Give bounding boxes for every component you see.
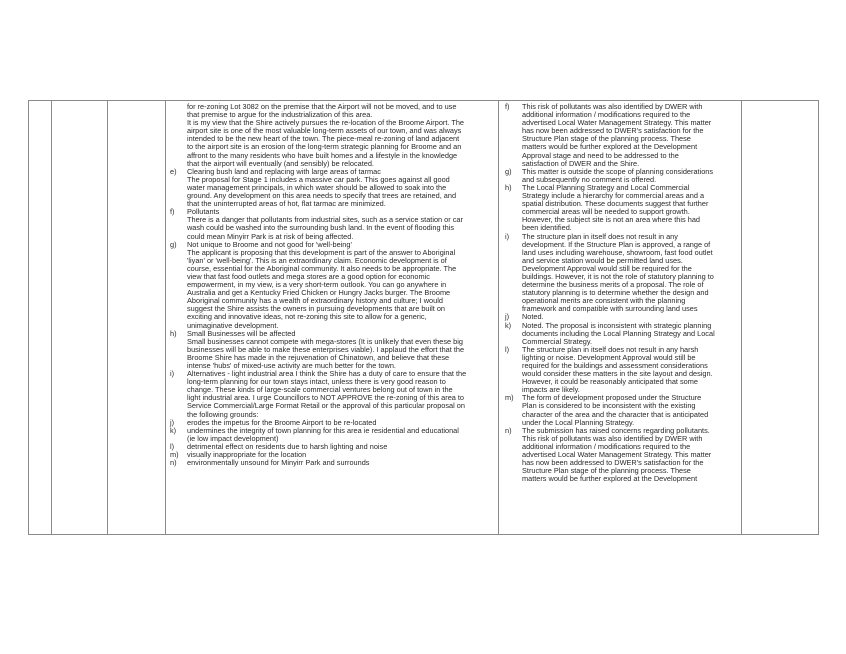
line-text: erodes the impetus for the Broome Airport to be re-located: [187, 417, 377, 427]
line-text: Small businesses cannot compete with mega-stores (It is unlikely that even these big: [187, 336, 463, 346]
submission-item: [170, 166, 466, 209]
item-marker: k): [505, 320, 512, 330]
line-text: The form of development proposed under the Structure: [522, 393, 702, 403]
line-text: This risk of pollutants was also identified by DWER with: [522, 102, 703, 111]
submission-text-cell: [170, 102, 467, 468]
line-text: The applicant is proposing that this development is part of the answer to Aboriginal: [187, 247, 456, 257]
line-text: buildings. However, it is not the role of statutory planning to: [522, 271, 714, 281]
line-text: been identified.: [522, 223, 572, 233]
line-text: It is my view that the Shire actively pursues the re-location of the Broome Airport. The: [187, 118, 465, 128]
line-text: airport site is one of the most valuable long-term assets of our town, and was always: [187, 126, 462, 136]
item-marker: h): [505, 182, 512, 192]
item-marker: f): [170, 207, 175, 217]
response-item: [505, 166, 715, 184]
submission-line: [187, 200, 466, 208]
line-text: land uses including warehouse, showroom, fast food outlet: [522, 247, 713, 257]
response-item: [505, 182, 715, 233]
line-text: intended to be the new heart of the town. The piece-meal re-zoning of land adjacent: [187, 134, 460, 144]
line-text: advertised Local Water Management Strategy. This matter: [522, 118, 712, 128]
line-text: unimaginative development.: [187, 320, 279, 330]
line-text: matters would be further explored at the Development: [522, 474, 698, 484]
line-text: affront to the many residents who have built homes and a lifestyle in the knowledge: [187, 150, 458, 160]
item-marker: j): [170, 417, 175, 427]
item-marker: g): [170, 239, 177, 249]
submissions-table: [28, 100, 819, 535]
line-text: Structure Plan stage of the planning process. These: [522, 134, 691, 144]
line-text: detrimental effect on residents due to harsh lighting and noise: [187, 441, 388, 451]
line-text: environmentally unsound for Minyirr Park and surrounds: [187, 458, 370, 468]
column-divider: [498, 101, 499, 534]
line-text: satisfaction of DWER and the Shire.: [522, 158, 640, 168]
line-text: would consider these matters in the site layout and design.: [522, 369, 713, 379]
line-text: required for the buildings and assessment considerations: [522, 361, 708, 370]
item-marker: m): [505, 393, 514, 403]
item-marker: h): [170, 328, 177, 338]
line-text: that the uninterrupted areas of hot, flat tarmac are minimized.: [187, 199, 386, 209]
line-text: development. If the Structure Plan is approved, a range of: [522, 239, 711, 249]
line-text: ground. Any development on this area needs to specify that trees are retained, and: [187, 191, 457, 201]
submission-item: [170, 425, 466, 443]
item-marker: l): [505, 344, 510, 354]
submission-item: [170, 207, 466, 241]
line-text: commercial areas will be needed to support growth.: [522, 207, 690, 217]
response-item: [505, 425, 715, 484]
line-text: statutory planning is to determine whether the design and: [522, 288, 709, 298]
line-text: and subsequently no comment is offered.: [522, 174, 657, 184]
line-text: The Local Planning Strategy and Local Commercial: [522, 182, 690, 192]
response-item: [505, 344, 715, 395]
line-text: Not unique to Broome and not good for 'well-being': [187, 239, 352, 249]
item-marker: k): [170, 425, 177, 435]
line-text: suggest the Shire assists the owners in pursuing developments that are built on: [187, 304, 445, 314]
column-divider: [107, 101, 108, 534]
line-text: additional information / modifications required to the: [522, 110, 691, 120]
response-text-cell: [505, 102, 715, 484]
line-text: Strategy include a hierarchy for commercial areas and a: [522, 191, 705, 201]
line-text: However, the subject site is not an area where this had: [522, 215, 700, 225]
item-marker: n): [505, 425, 512, 435]
line-text: documents including the Local Planning Strategy and Local: [522, 328, 715, 338]
line-text: character of the area and the character that is anticipated: [522, 409, 709, 419]
response-line: [522, 475, 715, 483]
item-marker: n): [170, 458, 177, 468]
line-text: Australia and get a Kentucky Fried Chicken or Hungry Jacks burger. The Broome: [187, 288, 451, 298]
line-text: that premise to argue for the industrialization of this area.: [187, 110, 373, 120]
line-text: empowerment, in my view, is a very short-term outlook. You can go anywhere in: [187, 280, 447, 290]
line-text: has now been addressed to DWER's satisfaction for the: [522, 458, 704, 468]
response-line: [522, 305, 715, 313]
item-marker: g): [505, 166, 512, 176]
line-text: businesses will be able to make these enterprises viable). I applaud the effort that the: [187, 344, 465, 354]
submission-item: [170, 458, 466, 468]
submission-item: [187, 103, 466, 168]
line-text: wash could be washed into the surrounding bush land. In the event of flooding this: [187, 223, 455, 233]
line-text: Small Businesses will be affected: [187, 328, 296, 338]
line-text: to the airport site is an erosion of the long-term strategic planning for Broome and an: [187, 142, 462, 152]
item-marker: f): [505, 102, 510, 111]
response-item: [505, 393, 715, 427]
line-text: framework and compatible with surrounding land uses: [522, 304, 698, 314]
response-item: [505, 320, 715, 346]
line-text: operational merits are consistent with the planning: [522, 296, 686, 306]
line-text: However, it could be reasonably anticipated that some: [522, 377, 698, 387]
line-text: additional information / modifications required to the: [522, 441, 691, 451]
line-text: long-term planning for our town stays intact, unless there is very good reason to: [187, 377, 446, 387]
line-text: Approval stage and need to be addressed to the: [522, 150, 679, 160]
line-text: This risk of pollutants was also identified by DWER with: [522, 433, 703, 443]
line-text: There is a danger that pollutants from industrial sites, such as a service station or car: [187, 215, 463, 225]
submission-line: [170, 458, 466, 468]
line-text: lighting or noise. Development Approval would still be: [522, 352, 696, 362]
line-text: Service Commercial/Large Format Retail or the approval of this particular proposal on: [187, 401, 465, 411]
submission-item: [170, 239, 466, 330]
line-text: The proposal for Stage 1 includes a massive car park. This goes against all good: [187, 174, 450, 184]
response-item: [505, 102, 715, 168]
line-text: intense 'hubs' of mixed-use activity are much better for the town.: [187, 361, 396, 370]
line-text: for re-zoning Lot 3082 on the premise that the Airport will not be moved, and to use: [187, 102, 457, 111]
line-text: determine the business merits of a proposal. The role of: [522, 280, 704, 290]
line-text: and service station would be permitted land uses.: [522, 255, 683, 265]
line-text: could mean Minyirr Park is at risk of being affected.: [187, 231, 354, 241]
line-text: light industrial area. I urge Councillors to NOT APPROVE the re-zoning of this area to: [187, 393, 465, 403]
line-text: has now been addressed to DWER's satisfaction for the: [522, 126, 704, 136]
line-text: The structure plan in itself does not result in any harsh: [522, 344, 699, 354]
line-text: Alternatives - light industrial area I think the Shire has a duty of care to ensure that the: [187, 369, 467, 379]
line-text: course, essential for the Aboriginal community. It also needs to be appropriate. The: [187, 263, 457, 273]
line-text: The submission has raised concerns regarding pollutants.: [522, 425, 710, 435]
line-text: Broome Shire has made in the rejuvenation of Chinatown, and believe that these: [187, 352, 450, 362]
column-divider: [741, 101, 742, 534]
column-divider: [51, 101, 52, 534]
line-text: Pollutants: [187, 207, 220, 217]
line-text: view that fast food outlets and mega stores are a good option for economic: [187, 271, 430, 281]
line-text: Commercial Strategy.: [522, 336, 593, 346]
line-text: water management principals, in which water should be allowed to soak into the: [187, 182, 447, 192]
line-text: change. These kinds of large-scale commercial ventures belong out of town in the: [187, 385, 453, 395]
line-text: Clearing bush land and replacing with large areas of tarmac: [187, 166, 381, 176]
submission-item: [170, 369, 467, 419]
line-text: advertised Local Water Management Strategy. This matter: [522, 450, 712, 460]
line-text: visually inappropriate for the location: [187, 450, 307, 460]
item-marker: i): [505, 231, 510, 241]
line-text: under the Local Planning Strategy.: [522, 417, 635, 427]
line-text: (ie low impact development): [187, 433, 279, 443]
line-text: exciting and innovative ideas, not re-zoning this site to allow for a generic,: [187, 312, 427, 322]
line-text: that the airport will eventually (and sensibly) be relocated.: [187, 158, 374, 168]
item-marker: l): [170, 441, 175, 451]
line-text: Noted. The proposal is inconsistent with strategic planning: [522, 320, 712, 330]
line-text: the following grounds:: [187, 409, 259, 419]
line-text: Structure Plan stage of the planning process. These: [522, 466, 691, 476]
line-text: spatial distribution. These documents suggest that further: [522, 199, 709, 209]
line-text: Noted.: [522, 312, 544, 322]
item-marker: i): [170, 369, 175, 379]
item-marker: j): [505, 312, 510, 322]
line-text: Plan is considered to be inconsistent with the existing: [522, 401, 696, 411]
line-text: 'liyan' or 'well-being'. This is an extraordinary claim. Economic development is of: [187, 255, 447, 265]
line-text: impacts are likely.: [522, 385, 580, 395]
line-text: matters would be further explored at the Development: [522, 142, 698, 152]
submission-item: [170, 328, 466, 370]
item-marker: e): [170, 166, 177, 176]
column-divider: [165, 101, 166, 534]
line-text: Aboriginal community has a wealth of extraordinary history and culture; I would: [187, 296, 443, 306]
line-text: undermines the integrity of town planning for this area ie residential and educational: [187, 425, 459, 435]
line-text: Development Approval would still be required for the: [522, 263, 692, 273]
item-marker: m): [170, 450, 179, 460]
response-item: [505, 231, 715, 314]
line-text: The structure plan in itself does not result in any: [522, 231, 678, 241]
line-text: This matter is outside the scope of planning considerations: [522, 166, 714, 176]
